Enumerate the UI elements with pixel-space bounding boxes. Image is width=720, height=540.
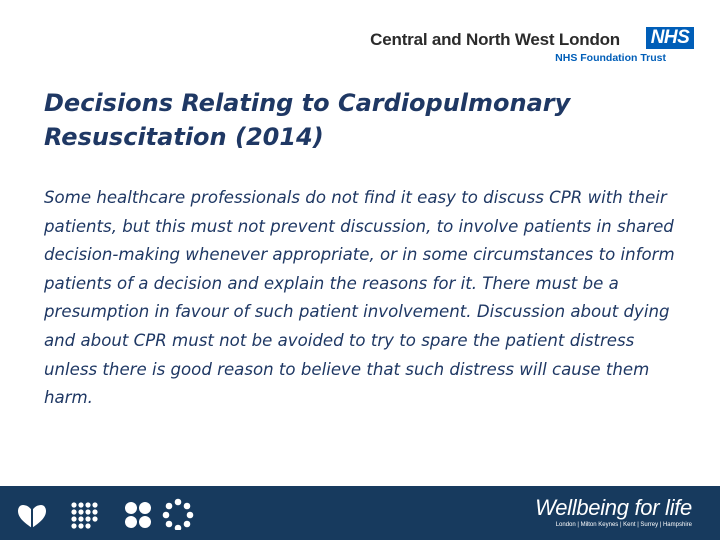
footer-places: London | Milton Keynes | Kent | Surrey | Hampshire [555,522,692,528]
flower-ring-icon [163,499,194,530]
trust-name: NHS Foundation Trust [555,52,666,64]
trust-logo [370,27,694,67]
footer-icons [18,496,198,530]
dot-grid-icon [71,502,97,528]
footer-tagline: Wellbeing for life [535,495,692,520]
nhs-logo-box: NHS [646,27,694,49]
heart-icon [18,505,46,528]
slide-body-text: Some healthcare professionals do not find it easy to discuss CPR with their patients, but this must not prevent discussion, to involve patients in shared decision-making whenever appropriate, or in some circumstances to inform patients of a decision and explain the reasons for it. There must be a presumption in favour of such patient involvement. Discussion about dying and about CPR must not be avoided to try to spare the patient distress unless there is good reason to believe that such distress will cause them harm. [44,188,675,408]
clover-icon [125,502,151,528]
org-name: Central and North West London [370,30,620,49]
slide-title: Decisions Relating to Cardiopulmonary Resuscitation (2014) [44,89,571,151]
footer-bar [0,486,720,540]
